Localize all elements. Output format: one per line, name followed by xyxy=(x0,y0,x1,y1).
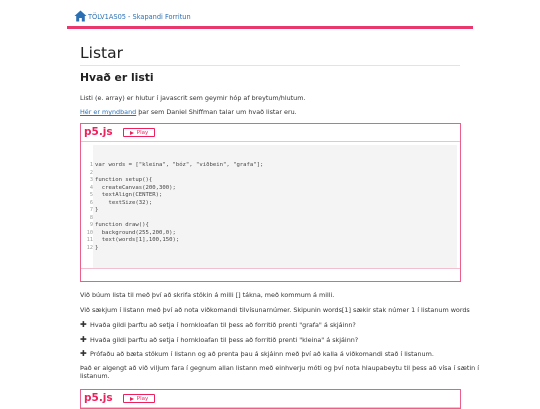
play-button[interactable] xyxy=(123,128,155,137)
line-number: 1 xyxy=(89,162,93,168)
play-icon xyxy=(130,397,134,401)
p5-logo: p5.js xyxy=(84,126,113,138)
exercise-item xyxy=(80,320,356,329)
editor-header xyxy=(81,390,460,408)
exercise-text: Prófaðu að bæta stökum í listann og að prenta þau á skjáinn með því að kalla á viðkomandi stað í listanum. xyxy=(90,350,434,358)
paragraph-loop-line2: listanum. xyxy=(80,372,110,380)
line-number: 7 xyxy=(89,207,93,213)
play-label: Play xyxy=(136,130,149,136)
line-number: 10 xyxy=(86,230,93,236)
line-number: 11 xyxy=(86,237,93,243)
code-line: } xyxy=(95,207,99,213)
line-number: 9 xyxy=(89,222,93,228)
video-paragraph xyxy=(80,108,297,116)
line-number: 8 xyxy=(89,215,93,221)
exercise-text: Hvaða gildi þarftu að setja í hornkloafan til þess að forritið prenti "kleina" á skjáinn? xyxy=(90,336,359,344)
top-bar xyxy=(0,0,540,31)
line-number: 5 xyxy=(89,192,93,198)
p5-editor-2 xyxy=(80,389,461,409)
intro-paragraph: Listi (e. array) er hlutur í javascrit sem geymir hóp af breytum/hlutum. xyxy=(80,94,306,102)
play-icon xyxy=(130,131,134,135)
line-number: 2 xyxy=(89,170,93,176)
line-number: 12 xyxy=(86,245,93,251)
section-title: Hvað er listi xyxy=(80,71,154,84)
editor-footer xyxy=(81,268,460,281)
header-rule xyxy=(67,26,473,29)
code-editor[interactable] xyxy=(81,142,460,268)
paragraph-create-list: Við búum lista til með því að skrifa stökin á milli [] tákna, með kommum á milli. xyxy=(80,291,335,299)
title-divider xyxy=(80,65,460,66)
exercise-item xyxy=(80,349,434,358)
plus-icon: ✚ xyxy=(80,335,87,344)
exercise-item xyxy=(80,335,358,344)
code-line: background(255,200,0); xyxy=(95,230,176,236)
line-number: 4 xyxy=(89,185,93,191)
p5-editor-1 xyxy=(80,123,461,282)
code-line: createCanvas(200,300); xyxy=(95,185,176,191)
code-line: var words = ["kleina", "bóz", "viðbein", "grafa"]; xyxy=(95,162,264,168)
home-icon[interactable] xyxy=(74,10,87,22)
plus-icon: ✚ xyxy=(80,349,87,358)
paragraph-loop-line1: Það er algengt að við viljum fara í gegnum allan listann með einhverju móti og því nota hlaupabeytu til þess að vísa í sætin í xyxy=(80,364,479,372)
code-line: textSize(32); xyxy=(95,200,153,206)
editor-header xyxy=(81,124,460,142)
play-button[interactable] xyxy=(123,394,155,403)
line-number: 3 xyxy=(89,177,93,183)
code-line: text(words[1],100,150); xyxy=(95,237,180,243)
code-line: function setup(){ xyxy=(95,177,153,183)
plus-icon: ✚ xyxy=(80,320,87,329)
video-text: þar sem Daniel Shiffman talar um hvað listar eru. xyxy=(136,108,297,116)
code-line: function draw(){ xyxy=(95,222,149,228)
page-title: Listar xyxy=(80,44,123,62)
paragraph-access-list: Við sækjum í listann með því að nota viðkomandi tilvísunarnúmer. Skipunin words[1] sækir stak númer 1 í listanum words xyxy=(80,306,470,314)
code-line: textAlign(CENTER); xyxy=(95,192,163,198)
p5-logo: p5.js xyxy=(84,392,113,404)
exercise-text: Hvaða gildi þarftu að setja í hornkloafan til þess að forritið prenti "grafa" á skjáinn? xyxy=(90,321,356,329)
course-link[interactable]: TÖLV1AS05 - Skapandi Forritun xyxy=(88,13,191,21)
play-label: Play xyxy=(136,396,149,402)
code-line: } xyxy=(95,245,99,251)
line-number: 6 xyxy=(89,200,93,206)
video-link[interactable]: Hér er myndband xyxy=(80,108,137,116)
